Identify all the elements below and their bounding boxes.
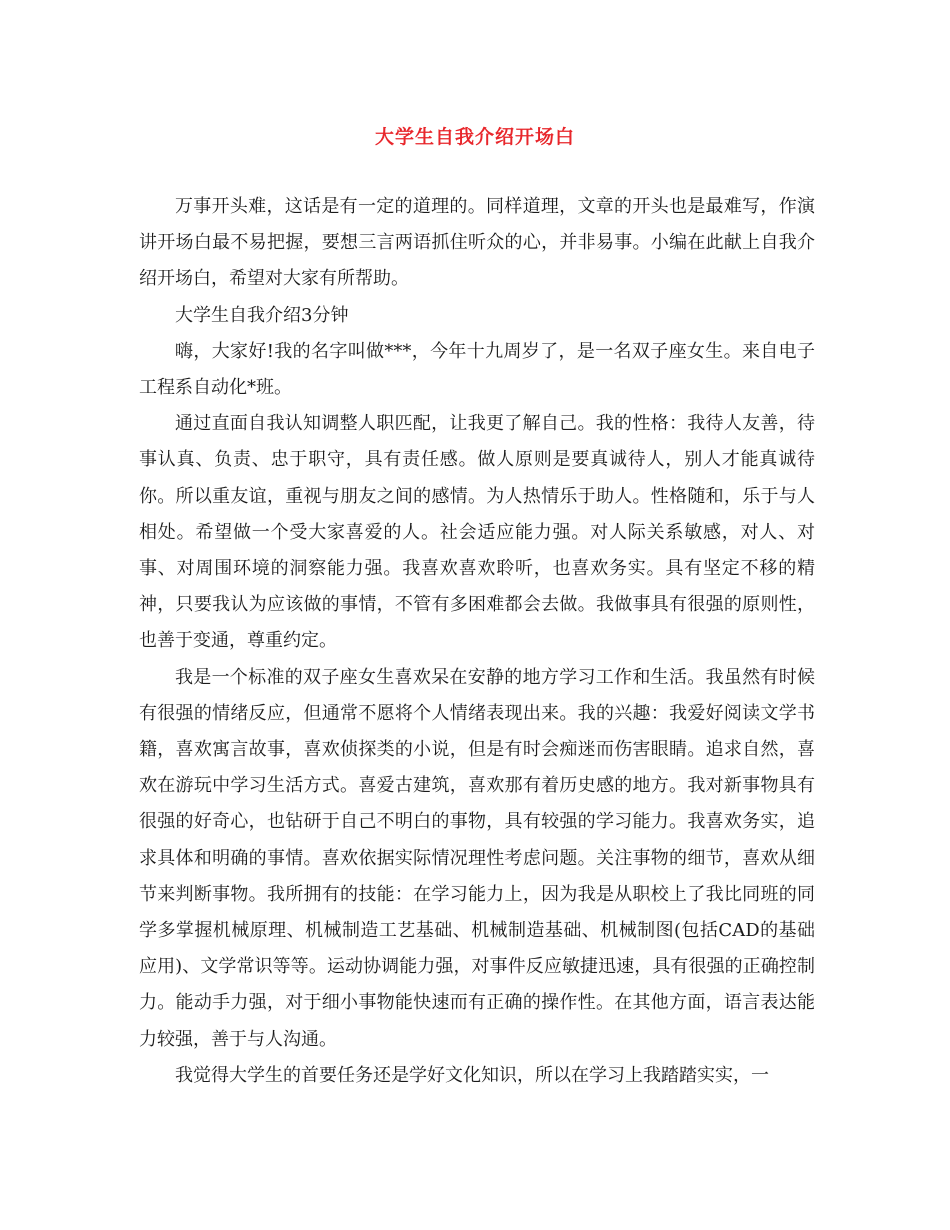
- document-body: [139, 189, 815, 1094]
- paragraph-subheading: 大学生自我介绍3分钟: [175, 304, 349, 326]
- document-title: 大学生自我介绍开场白: [374, 126, 575, 148]
- paragraph-personality: 通过直面自我认知调整人职匹配，让我更了解自己。我的性格：我待人友善，待事认真、负责、忠于职守，具有责任感。做人原则是要真诚待人，别人才能真诚待你。所以重友谊，重视与朋友之间的感情。为人热情乐于助人。性格随和，乐于与人相处。希望做一个受大家喜爱的人。社会适应能力强。对人际关系敏感，对人、对事、对周围环境的洞察能力强。我喜欢喜欢聆听，也喜欢务实。具有坚定不移的精神，只要我认为应该做的事情，不管有多困难都会去做。我做事具有很强的原则性，也善于变通，尊重约定。: [139, 413, 815, 652]
- paragraph-intro: 万事开头难，这话是有一定的道理的。同样道理，文章的开头也是最难写，作演讲开场白最不易把握，要想三言两语抓住听众的心，并非易事。小编在此献上自我介绍开场白，希望对大家有所帮助。: [139, 196, 815, 290]
- paragraph-interests: 我是一个标准的双子座女生喜欢呆在安静的地方学习工作和生活。我虽然有时候有很强的情绪反应，但通常不愿将个人情绪表现出来。我的兴趣：我爱好阅读文学书籍，喜欢寓言故事，喜欢侦探类的小说，但是有时会痴迷而伤害眼睛。追求自然，喜欢在游玩中学习生活方式。喜爱古建筑，喜欢那有着历史感的地方。我对新事物具有很强的好奇心，也钻研于自己不明白的事物，具有较强的学习能力。我喜欢务实，追求具体和明确的事情。喜欢依据实际情况理性考虑问题。关注事物的细节，喜欢从细节来判断事物。我所拥有的技能：在学习能力上，因为我是从职校上了我比同班的同学多掌握机械原理、机械制造工艺基础、机械制造基础、机械制图(包括CAD的基础应用)、文学常识等等。运动协调能力强，对事件反应敏捷迅速，具有很强的正确控制力。能动手力强，对于细小事物能快速而有正确的操作性。在其他方面，语言表达能力较强，善于与人沟通。: [139, 666, 815, 1050]
- paragraph-study: 我觉得大学生的首要任务还是学好文化知识，所以在学习上我踏踏实实，一: [175, 1064, 769, 1086]
- paragraph-greeting: 嗨，大家好!我的名字叫做***，今年十九周岁了，是一名双子座女生。来自电子工程系自动化*班。: [139, 340, 815, 399]
